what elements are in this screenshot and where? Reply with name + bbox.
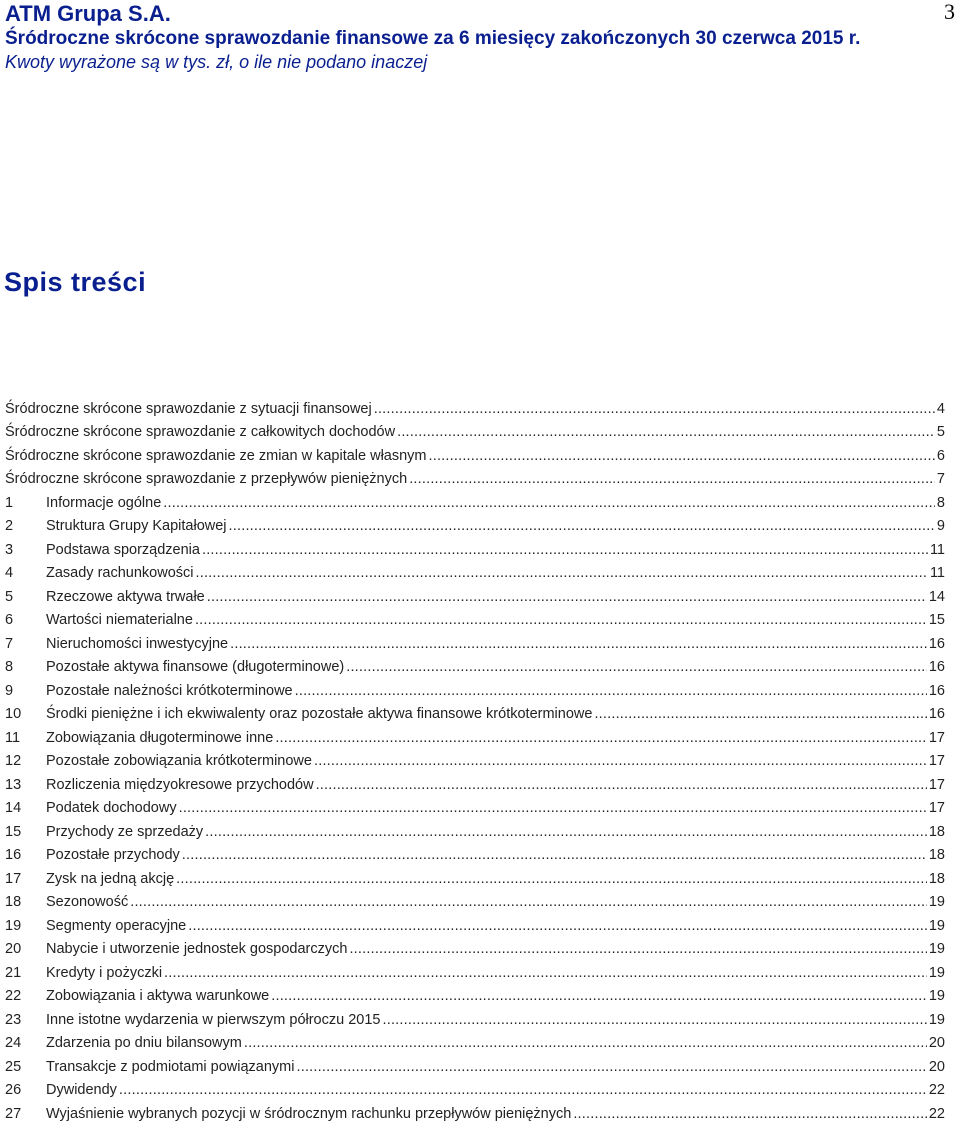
toc-entry[interactable] — [5, 841, 945, 865]
toc-entry-page: 7 — [936, 471, 945, 487]
company-name: ATM Grupa S.A. — [5, 1, 171, 26]
toc-entry-label: Śródroczne skrócone sprawozdanie ze zmian w kapitale własnym — [5, 447, 427, 464]
toc-entry[interactable] — [5, 418, 945, 442]
toc-entry[interactable] — [5, 1052, 945, 1076]
toc-entry-number: 16 — [5, 847, 22, 863]
toc-entry[interactable] — [5, 1029, 945, 1053]
toc-dot-leader — [164, 965, 927, 982]
toc-entry-label: Śródroczne skrócone sprawozdanie z sytuacji finansowej — [5, 400, 372, 417]
toc-entry-page: 8 — [936, 494, 945, 511]
toc-entry-number: 4 — [5, 565, 14, 581]
toc-entry[interactable] — [5, 723, 945, 747]
toc-entry-label: Zdarzenia po dniu bilansowym — [46, 1035, 242, 1051]
toc-entry[interactable] — [5, 394, 945, 418]
toc-entry-label: Sezonowość — [46, 894, 129, 910]
toc-dot-leader — [295, 683, 927, 700]
toc-entry-page: 19 — [928, 1011, 945, 1028]
toc-dot-leader — [163, 495, 935, 512]
toc-entry[interactable] — [5, 512, 945, 536]
toc-entry-label: Przychody ze sprzedaży — [46, 823, 204, 840]
toc-entry[interactable] — [5, 864, 945, 888]
toc-entry-number: 18 — [5, 894, 22, 910]
toc-dot-leader — [573, 1106, 927, 1123]
toc-entry[interactable] — [5, 629, 945, 653]
toc-entry-page: 22 — [928, 1105, 945, 1122]
toc-entry-page: 18 — [928, 870, 945, 887]
toc-entry-page: 22 — [928, 1082, 945, 1098]
page-number: 3 — [944, 0, 955, 24]
toc-dot-leader — [409, 471, 935, 488]
toc-entry-page: 18 — [928, 847, 945, 863]
toc-dot-leader — [179, 800, 927, 817]
toc-entry-label: Nabycie i utworzenie jednostek gospodarczych — [46, 941, 348, 957]
toc-entry-label: Rzeczowe aktywa trwałe — [46, 588, 205, 605]
toc-entry-page: 20 — [928, 1058, 945, 1075]
toc-entry-label: Kredyty i pożyczki — [46, 964, 163, 981]
toc-entry-page: 9 — [936, 518, 945, 534]
toc-dot-leader — [271, 988, 927, 1005]
toc-entry-number: 6 — [5, 612, 14, 628]
toc-entry-label: Śródroczne skrócone sprawozdanie z przepływów pieniężnych — [5, 471, 408, 487]
toc-entry-number: 14 — [5, 800, 22, 816]
toc-entry-label: Śródroczne skrócone sprawozdanie z całkowitych dochodów — [5, 424, 396, 440]
toc-entry-label: Podstawa sporządzenia — [46, 541, 200, 558]
toc-entry-page: 16 — [928, 659, 945, 675]
toc-entry-page: 11 — [929, 541, 945, 558]
toc-dot-leader — [314, 753, 927, 770]
toc-entry-label: Informacje ogólne — [46, 494, 162, 511]
toc-entry-number: 15 — [5, 823, 22, 840]
toc-dot-leader — [397, 424, 935, 441]
toc-dot-leader — [207, 589, 927, 606]
toc-dot-leader — [594, 706, 926, 723]
toc-entry[interactable] — [5, 488, 945, 512]
toc-entry-number: 13 — [5, 776, 22, 793]
toc-entry-page: 17 — [928, 800, 945, 816]
toc-entry-page: 6 — [936, 447, 945, 464]
toc-dot-leader — [382, 1012, 926, 1029]
toc-dot-leader — [244, 1035, 927, 1052]
toc-entry-page: 5 — [936, 424, 945, 440]
units-note: Kwoty wyrażone są w tys. zł, o ile nie podano inaczej — [5, 52, 428, 72]
toc-dot-leader — [130, 894, 927, 911]
toc-entry[interactable] — [5, 911, 945, 935]
toc-entry-page: 19 — [928, 894, 945, 910]
toc-entry-page: 17 — [928, 753, 945, 769]
toc-dot-leader — [176, 871, 927, 888]
toc-entry-label: Segmenty operacyjne — [46, 917, 187, 934]
toc-entry-page: 14 — [928, 588, 945, 605]
toc-entry-number: 2 — [5, 518, 14, 534]
toc-entry[interactable] — [5, 770, 945, 794]
toc-entry-page: 17 — [928, 729, 945, 746]
toc-entry[interactable] — [5, 817, 945, 841]
toc-entry-label: Zobowiązania i aktywa warunkowe — [46, 988, 270, 1004]
toc-entry-page: 15 — [928, 612, 945, 628]
toc-entry-number: 26 — [5, 1082, 22, 1098]
toc-entry-label: Dywidendy — [46, 1082, 117, 1098]
toc-entry[interactable] — [5, 700, 945, 724]
toc-entry-label: Nieruchomości inwestycyjne — [46, 635, 229, 652]
toc-entry-page: 16 — [928, 682, 945, 699]
toc-dot-leader — [195, 612, 927, 629]
toc-entry-label: Pozostałe należności krótkoterminowe — [46, 682, 293, 699]
toc-entry-number: 8 — [5, 659, 14, 675]
toc-entry[interactable] — [5, 559, 945, 583]
toc-entry-label: Wyjaśnienie wybranych pozycji w śródrocznym rachunku przepływów pieniężnych — [46, 1105, 572, 1122]
toc-entry-label: Struktura Grupy Kapitałowej — [46, 518, 227, 534]
toc-dot-leader — [196, 565, 928, 582]
toc-entry-number: 11 — [5, 729, 21, 746]
toc-entry-label: Pozostałe przychody — [46, 847, 180, 863]
toc-dot-leader — [119, 1082, 927, 1099]
toc-entry-page: 19 — [928, 941, 945, 957]
toc-dot-leader — [374, 401, 935, 418]
toc-entry[interactable] — [5, 982, 945, 1006]
toc-entry-label: Rozliczenia międzyokresowe przychodów — [46, 776, 314, 793]
toc-entry-number: 20 — [5, 941, 22, 957]
toc-entry[interactable] — [5, 747, 945, 771]
toc-entry-number: 1 — [5, 494, 14, 511]
toc-entry-page: 16 — [928, 706, 945, 722]
report-title: Śródroczne skrócone sprawozdanie finansowe za 6 miesięcy zakończonych 30 czerwca 2015 r. — [5, 28, 861, 49]
toc-entry-label: Wartości niematerialne — [46, 612, 193, 628]
toc-entry-label: Zysk na jedną akcję — [46, 870, 175, 887]
toc-entry[interactable] — [5, 1076, 945, 1100]
toc-entry-label: Transakcje z podmiotami powiązanymi — [46, 1058, 295, 1075]
toc-entry-page: 20 — [928, 1035, 945, 1051]
toc-entry[interactable] — [5, 888, 945, 912]
toc-dot-leader — [182, 847, 927, 864]
toc-entry[interactable] — [5, 465, 945, 489]
toc-entry[interactable] — [5, 1005, 945, 1029]
toc-entry-page: 19 — [928, 964, 945, 981]
toc-entry-number: 24 — [5, 1035, 22, 1051]
toc-dot-leader — [188, 918, 927, 935]
toc-entry[interactable] — [5, 794, 945, 818]
toc-entry-number: 5 — [5, 588, 14, 605]
toc-entry-number: 7 — [5, 635, 14, 652]
toc-entry[interactable] — [5, 582, 945, 606]
toc-entry-number: 3 — [5, 541, 14, 558]
toc-entry-page: 11 — [929, 565, 945, 581]
toc-entry-number: 27 — [5, 1105, 22, 1122]
toc-heading: Spis treści — [4, 267, 147, 297]
toc-dot-leader — [296, 1059, 926, 1076]
toc-entry[interactable] — [5, 441, 945, 465]
table-of-contents — [5, 394, 945, 1123]
toc-entry-number: 10 — [5, 706, 22, 722]
toc-entry-number: 23 — [5, 1011, 22, 1028]
toc-entry-label: Zobowiązania długoterminowe inne — [46, 729, 274, 746]
toc-entry-number: 9 — [5, 682, 14, 699]
toc-entry-number: 21 — [5, 964, 22, 981]
toc-entry-number: 22 — [5, 988, 22, 1004]
toc-entry-page: 17 — [928, 776, 945, 793]
toc-entry[interactable] — [5, 1099, 945, 1123]
toc-dot-leader — [316, 777, 927, 794]
toc-entry[interactable] — [5, 535, 945, 559]
toc-entry-number: 19 — [5, 917, 22, 934]
toc-dot-leader — [205, 824, 927, 841]
toc-dot-leader — [429, 448, 935, 465]
toc-entry-page: 19 — [928, 988, 945, 1004]
toc-dot-leader — [349, 941, 926, 958]
toc-dot-leader — [202, 542, 928, 559]
toc-entry-number: 17 — [5, 870, 22, 887]
toc-entry-label: Środki pieniężne i ich ekwiwalenty oraz pozostałe aktywa finansowe krótkoterminowe — [46, 706, 593, 722]
toc-dot-leader — [346, 659, 927, 676]
toc-entry-label: Podatek dochodowy — [46, 800, 177, 816]
toc-dot-leader — [275, 730, 927, 747]
toc-dot-leader — [230, 636, 927, 653]
toc-entry-label: Inne istotne wydarzenia w pierwszym półroczu 2015 — [46, 1011, 381, 1028]
toc-entry-label: Pozostałe zobowiązania krótkoterminowe — [46, 753, 312, 769]
toc-entry[interactable] — [5, 958, 945, 982]
toc-entry-page: 16 — [928, 635, 945, 652]
page-header — [5, 0, 955, 74]
toc-entry[interactable] — [5, 676, 945, 700]
toc-entry-label: Zasady rachunkowości — [46, 565, 194, 581]
toc-entry-page: 4 — [936, 400, 945, 417]
toc-entry-number: 25 — [5, 1058, 22, 1075]
toc-entry-label: Pozostałe aktywa finansowe (długoterminowe) — [46, 659, 345, 675]
toc-entry[interactable] — [5, 606, 945, 630]
toc-entry-number: 12 — [5, 753, 22, 769]
toc-dot-leader — [229, 518, 935, 535]
toc-entry-page: 19 — [928, 917, 945, 934]
toc-entry-page: 18 — [928, 823, 945, 840]
toc-entry[interactable] — [5, 653, 945, 677]
toc-entry[interactable] — [5, 935, 945, 959]
